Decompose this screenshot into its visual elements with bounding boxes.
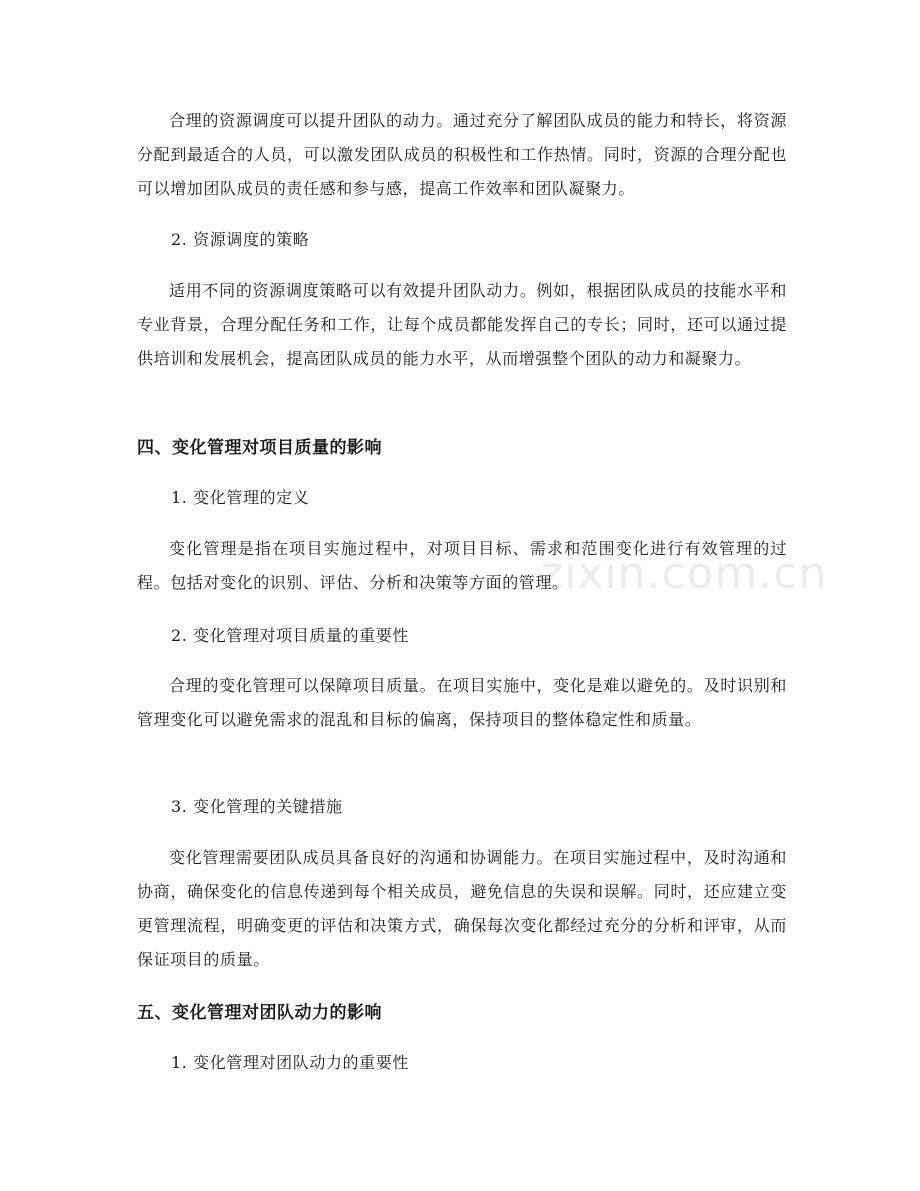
section-heading-change-quality: 四、变化管理对项目质量的影响 [137,438,382,458]
subheading-change-quality-importance: 2. 变化管理对项目质量的重要性 [171,626,409,645]
paragraph-resource-motivation: 合理的资源调度可以提升团队的动力。通过充分了解团队成员的能力和特长，将资源分配到最适合的人员，可以激发团队成员的积极性和工作热情。同时，资源的合理分配也可以增加团队成员的责任感和参与感，提高工作效率和团队凝聚力。 [137,111,787,198]
subheading-change-motivation-importance: 1. 变化管理对团队动力的重要性 [171,1053,409,1072]
subheading-change-definition: 1. 变化管理的定义 [171,488,310,507]
paragraph-resource-strategy: 适用不同的资源调度策略可以有效提升团队动力。例如，根据团队成员的技能水平和专业背景，合理分配任务和工作，让每个成员都能发挥自己的专长；同时，还可以通过提供培训和发展机会，提高团队成员的能力水平，从而增强整个团队的动力和凝聚力。 [137,281,787,368]
watermark: zixin.com.cn [540,548,828,599]
paragraph-change-definition: 变化管理是指在项目实施过程中，对项目目标、需求和范围变化进行有效管理的过程。包括对变化的识别、评估、分析和决策等方面的管理。 [137,539,787,592]
section-heading-change-motivation: 五、变化管理对团队动力的影响 [137,1003,382,1023]
subheading-resource-strategy: 2. 资源调度的策略 [171,230,310,249]
subheading-change-key-measures: 3. 变化管理的关键措施 [171,797,343,816]
paragraph-change-quality-importance: 合理的变化管理可以保障项目质量。在项目实施中，变化是难以避免的。及时识别和管理变化可以避免需求的混乱和目标的偏离，保持项目的整体稳定性和质量。 [137,676,787,729]
paragraph-change-key-measures: 变化管理需要团队成员具备良好的沟通和协调能力。在项目实施过程中，及时沟通和协商，确保变化的信息传递到每个相关成员，避免信息的失误和误解。同时，还应建立变更管理流程，明确变更的评估和决策方式，确保每次变化都经过充分的分析和评审，从而保证项目的质量。 [137,848,787,969]
